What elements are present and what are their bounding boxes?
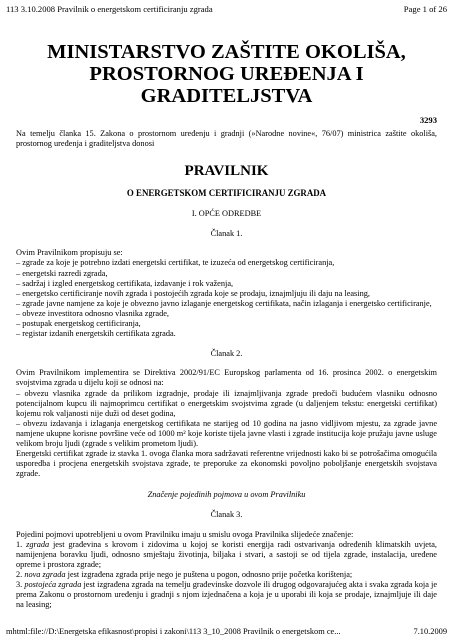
article-1-item: – energetski razredi zgrada, [16,268,108,278]
pravilnik-title: PRAVILNIK [184,163,269,180]
pravilnik-subtitle: O ENERGETSKOM CERTIFICIRANJU ZGRADA [126,188,327,199]
article-1-item: – postupak energetskog certificiranja, [16,319,141,329]
ministry-line-1: MINISTARSTVO ZAŠTITE OKOLIŠA, [47,41,406,63]
document-body [16,20,437,610]
article-2-paragraph: Ovim Pravilnikom implementira se Direktiva 2002/91/EC Europskog parlamenta od 16. prosinca 2002. o energetskim svojstvima zgrada u dijelu koji se odnosi na: [16,368,437,388]
article-2-heading: Članak 2. [210,349,243,359]
article-2-body [16,368,437,479]
page-header [6,3,447,15]
definition-text: jest izgrađena zgrada na temelju građevinske dozvole ili drugog odgovarajućeg akta i svaka zgrada koja je prema Zakonu o prostornom uređenju i gradnji s njom izjednačena a koja je u uporabi ili koja se prodaje, iznajmljuje ili daje na leasing; [16,580,437,610]
article-1-item: – registar izdanih energetskih certifikata zgrada. [16,329,176,339]
definition-text: jest građevina s krovom i zidovima u kojoj se koristi energija radi ostvarivanja određenih klimatskih uvjeta, namijenjena boravku ljudi, odnosno smještaju životinja, biljaka i stvari, a sastoji se od tijela zgrade, instalacija, uređene opreme i prostora zgrade; [16,539,438,569]
header-document-title: 113 3.10.2008 Pravilnik o energetskom certificiranju zgrada [6,4,213,14]
article-1-body [16,248,437,339]
ministry-heading [16,41,437,107]
definition-item [16,540,437,570]
article-1-item: – zgrade za koje je potrebno izdati energetski certifikat, te izuzeća od energetskog certificiranja, [16,258,335,268]
document-number: 3293 [419,115,437,125]
definition-number: 3. [16,580,23,589]
intro-paragraph: Na temelju članka 15. Zakona o prostornom uređenju i gradnji (»Narodne novine«, 76/07) ministrica zaštite okoliša, prostornog uređenja i graditeljstva donosi [16,129,437,149]
section-heading: I. OPĆE ODREDBE [191,209,262,219]
footer-file-path: mhtml:file://D:\Energetska efikasnost\propisi i zakoni\113 3_10_2008 Pravilnik o energetskom ce... [6,627,341,636]
definitions-heading: Značenje pojedinih pojmova u ovom Pravilniku [147,490,306,500]
ministry-line-2: PROSTORNOG UREĐENJA I GRADITELJSTVA [89,63,364,107]
article-3-body [16,530,437,611]
definition-number: 2. [16,569,23,579]
article-2-paragraph: – obvezu vlasnika zgrade da prilikom izgradnje, prodaje ili iznajmljivanja zgrade predoči budućem vlasniku odnosno potencijalnom kupcu ili najmoprimcu certifikat o energetskim svojstvima zgrade (u daljenjem tekstu: energetski certifikat) kojemu rok valjanosti nije duži od deset godina, [16,388,437,418]
article-2-paragraph: Energetski certifikat zgrade iz stavka 1. ovoga članka mora sadržavati referentne vrijednosti kako bi se potrošačima omogućila usporedba i procjena energetskih svojstava zgrade, te preporuke za ekonomski povoljno poboljšanje energetskih svojstava zgrade. [16,449,437,479]
definition-number: 1. [16,539,23,549]
article-1-item: – zgrade javne namjene za koje je obvezno javno izlaganje energetskog certifikata, način izlaganja i energetsko certificiranje, [16,298,432,308]
definition-text: jest izgrađena zgrada prije nego je puštena u pogon, odnosno prije početka korištenja; [65,569,353,579]
article-1-item: – obveze investitora odnosno vlasnika zgrade, [16,308,169,318]
article-1-item: – energetsko certificiranje novih zgrada i postojećih zgrada koje se prodaju, iznajmljuju ili daju na leasing, [16,288,370,298]
definition-item [16,570,437,580]
article-3-heading: Članak 3. [210,510,243,520]
definition-term: nova zgrada [24,569,66,579]
page-footer [6,626,447,638]
header-page-number: Page 1 of 26 [403,4,447,14]
article-1-lead: Ovim Pravilnikom propisuju se: [16,248,123,258]
footer-date: 7.10.2009 [413,627,447,636]
article-1-item: – sadržaj i izgled energetskog certifikata, izdavanje i rok važenja, [16,278,234,288]
definition-term: postojeća zgrada [24,580,82,589]
article-2-paragraph: – obvezu izdavanja i izlaganja energetskog certifikata ne starijeg od 10 godina na jasno vidljivom mjestu, za zgrade javne namjene ukupne korisne površine veće od 1000 m² koje koriste tijela javne vlasti i zgrade institucija koje pružaju javne usluge velikom broju ljudi (zgrade s velikim prometom ljudi). [16,418,437,448]
definition-item [16,580,437,610]
article-1-heading: Članak 1. [210,229,243,239]
definition-term: zgrada [26,539,50,549]
article-3-lead: Pojedini pojmovi upotrebljeni u ovom Pravilniku imaju u smislu ovoga Pravilnika slijedeće značenje: [16,529,354,539]
